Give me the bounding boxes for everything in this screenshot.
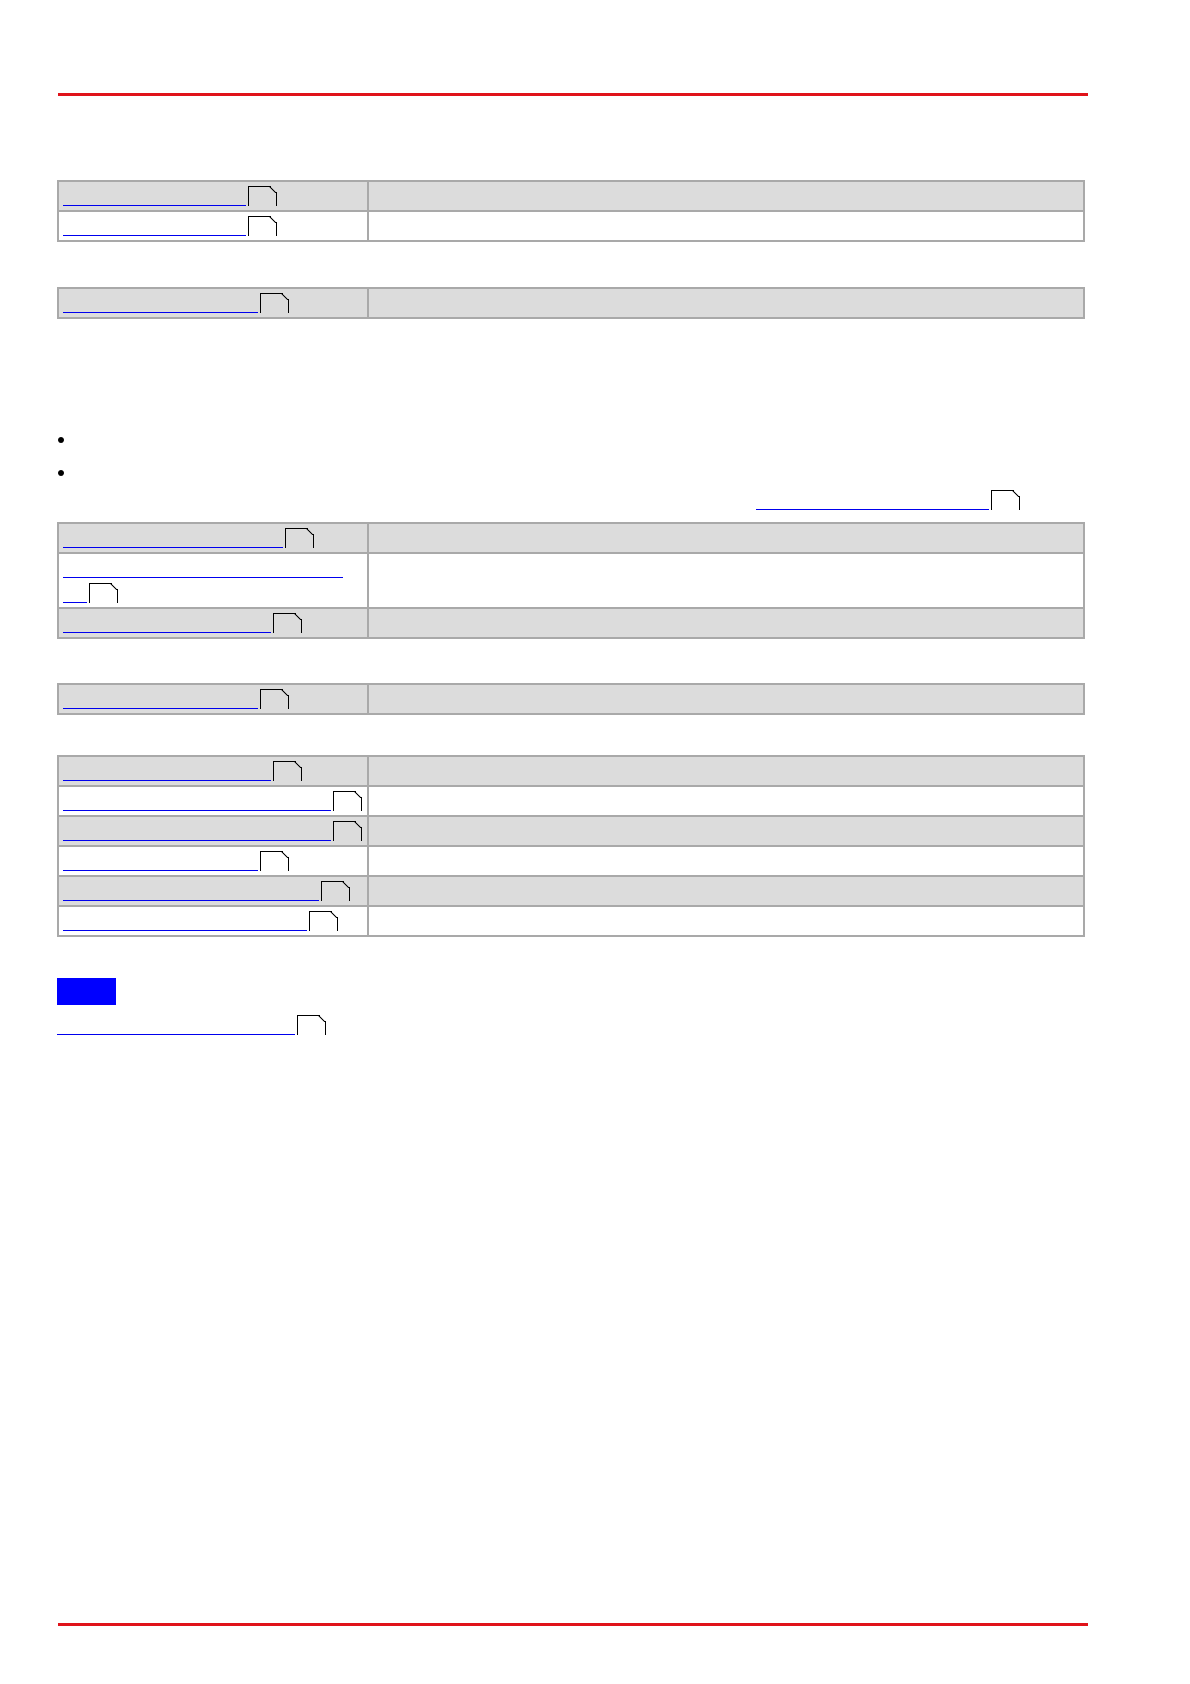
table-cell-description xyxy=(368,756,1084,786)
page-reference-icon[interactable] xyxy=(333,791,361,811)
reference-table-1 xyxy=(57,180,1085,242)
table-cell-description xyxy=(368,876,1084,906)
table-row xyxy=(58,553,1084,608)
table-cell-link xyxy=(58,786,368,816)
page-reference-icon[interactable] xyxy=(273,761,301,781)
cross-reference-link[interactable] xyxy=(63,886,319,901)
table-row xyxy=(58,816,1084,846)
page-reference-icon[interactable] xyxy=(260,293,288,313)
table-row xyxy=(58,756,1084,786)
page-reference-icon[interactable] xyxy=(309,911,337,931)
page-reference-icon[interactable] xyxy=(248,216,276,236)
cross-reference-link[interactable] xyxy=(756,495,989,510)
cross-reference-link[interactable] xyxy=(63,191,246,206)
cross-reference-link-continued[interactable] xyxy=(63,588,87,603)
page-reference-icon[interactable] xyxy=(273,613,301,633)
page-reference-icon[interactable] xyxy=(248,186,276,206)
reference-table-4 xyxy=(57,683,1085,715)
cross-reference-link[interactable] xyxy=(63,298,258,313)
table-cell-description xyxy=(368,608,1084,638)
table-cell-link xyxy=(58,523,368,553)
table-cell-description xyxy=(368,523,1084,553)
table-row xyxy=(58,846,1084,876)
page-reference-icon[interactable] xyxy=(260,689,288,709)
table-row xyxy=(58,608,1084,638)
table-cell-link xyxy=(58,181,368,211)
page-reference-icon[interactable] xyxy=(89,583,117,603)
note-badge xyxy=(57,978,116,1005)
table-cell-description xyxy=(368,816,1084,846)
cross-reference-link[interactable] xyxy=(57,1020,295,1035)
page-reference-icon[interactable] xyxy=(333,821,361,841)
table-cell-link xyxy=(58,288,368,318)
cross-reference-link[interactable] xyxy=(63,533,283,548)
header-rule xyxy=(58,93,1088,96)
table-cell-link xyxy=(58,906,368,936)
cross-reference-link[interactable] xyxy=(63,694,258,709)
bullet-icon xyxy=(58,470,64,476)
table-row xyxy=(58,684,1084,714)
reference-table-2 xyxy=(57,287,1085,319)
table-row xyxy=(58,181,1084,211)
table-row xyxy=(58,288,1084,318)
table-cell-description xyxy=(368,288,1084,318)
table-row xyxy=(58,876,1084,906)
page-reference-icon[interactable] xyxy=(991,490,1019,510)
table-row xyxy=(58,523,1084,553)
bottom-reference xyxy=(57,1015,325,1035)
reference-table-3 xyxy=(57,522,1085,639)
table-cell-link xyxy=(58,756,368,786)
cross-reference-link[interactable] xyxy=(63,766,271,781)
table-row xyxy=(58,906,1084,936)
table-cell-link xyxy=(58,211,368,241)
cross-reference-link[interactable] xyxy=(63,559,343,578)
cross-reference-link[interactable] xyxy=(63,618,271,633)
table-row xyxy=(58,786,1084,816)
page-reference-icon[interactable] xyxy=(285,528,313,548)
table-cell-description xyxy=(368,211,1084,241)
table-cell-description xyxy=(368,846,1084,876)
table-cell-link xyxy=(58,684,368,714)
reference-table-5 xyxy=(57,755,1085,937)
page-reference-icon[interactable] xyxy=(321,881,349,901)
table-cell-description xyxy=(368,786,1084,816)
cross-reference-link[interactable] xyxy=(63,796,331,811)
table-cell-link xyxy=(58,876,368,906)
page-reference-icon[interactable] xyxy=(297,1015,325,1035)
cross-reference-link[interactable] xyxy=(63,826,331,841)
table-cell-link xyxy=(58,816,368,846)
cross-reference-link[interactable] xyxy=(63,221,246,236)
table-cell-link xyxy=(58,553,368,608)
cross-reference-link[interactable] xyxy=(63,916,307,931)
table-cell-description xyxy=(368,181,1084,211)
table-cell-description xyxy=(368,553,1084,608)
page-reference-icon[interactable] xyxy=(260,851,288,871)
footer-rule xyxy=(58,1623,1088,1626)
cross-reference-link[interactable] xyxy=(63,856,258,871)
table-cell-link xyxy=(58,846,368,876)
inline-reference xyxy=(756,490,1019,510)
table-cell-link xyxy=(58,608,368,638)
bullet-icon xyxy=(58,437,64,443)
table-cell-description xyxy=(368,906,1084,936)
table-row xyxy=(58,211,1084,241)
table-cell-description xyxy=(368,684,1084,714)
